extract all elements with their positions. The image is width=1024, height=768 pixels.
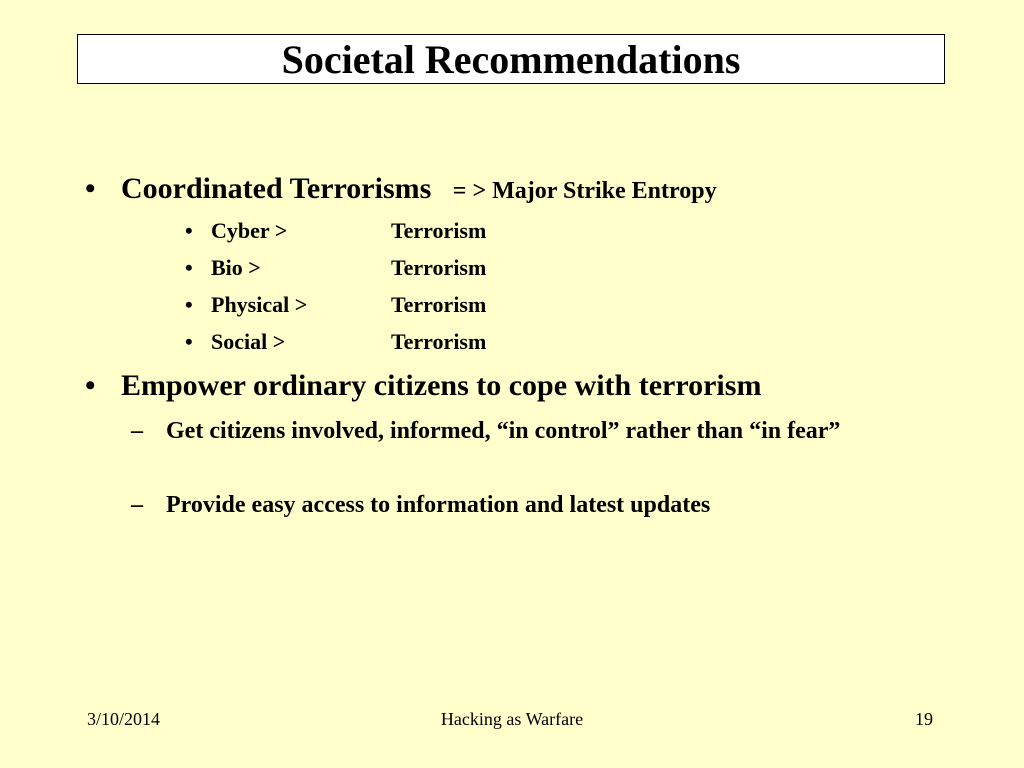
- dash-marker: –: [131, 418, 143, 444]
- bullet-marker: •: [85, 369, 96, 402]
- slide-title: Societal Recommendations: [281, 37, 741, 82]
- sub-bullet-value: Terrorism: [391, 255, 487, 280]
- footer-title: Hacking as Warfare: [440, 709, 584, 729]
- sub-bullet-text: Get citizens involved, informed, “in control” rather than “in fear”: [166, 418, 841, 444]
- sub-bullet-value: Terrorism: [391, 292, 487, 317]
- sub-bullet-label: Social >: [211, 329, 286, 354]
- footer-date: 3/10/2014: [87, 709, 161, 729]
- slide-number: 19: [915, 709, 933, 729]
- bullet-tail-text: = > Major Strike Entropy: [452, 178, 717, 204]
- bullet-text: [121, 173, 717, 207]
- bullet-text: Empower ordinary citizens to cope with terrorism: [121, 369, 762, 402]
- sub-bullet-marker: •: [185, 329, 193, 354]
- sub-bullet-label: Bio >: [211, 255, 261, 280]
- title-box: [77, 34, 945, 84]
- sub-bullet-value: Terrorism: [391, 329, 487, 354]
- sub-bullet-value: Terrorism: [391, 218, 487, 243]
- sub-bullet-label: Cyber >: [211, 218, 288, 243]
- sub-bullet-label: Physical >: [211, 292, 308, 317]
- bullet-main-text: Coordinated Terrorisms: [121, 172, 432, 205]
- sub-bullet-marker: •: [185, 292, 193, 317]
- sub-bullet-marker: •: [185, 255, 193, 280]
- dash-marker: –: [131, 492, 143, 518]
- sub-bullet-text: Provide easy access to information and latest updates: [166, 492, 711, 518]
- bullet-marker: •: [85, 172, 96, 205]
- sub-bullet-marker: •: [185, 218, 193, 243]
